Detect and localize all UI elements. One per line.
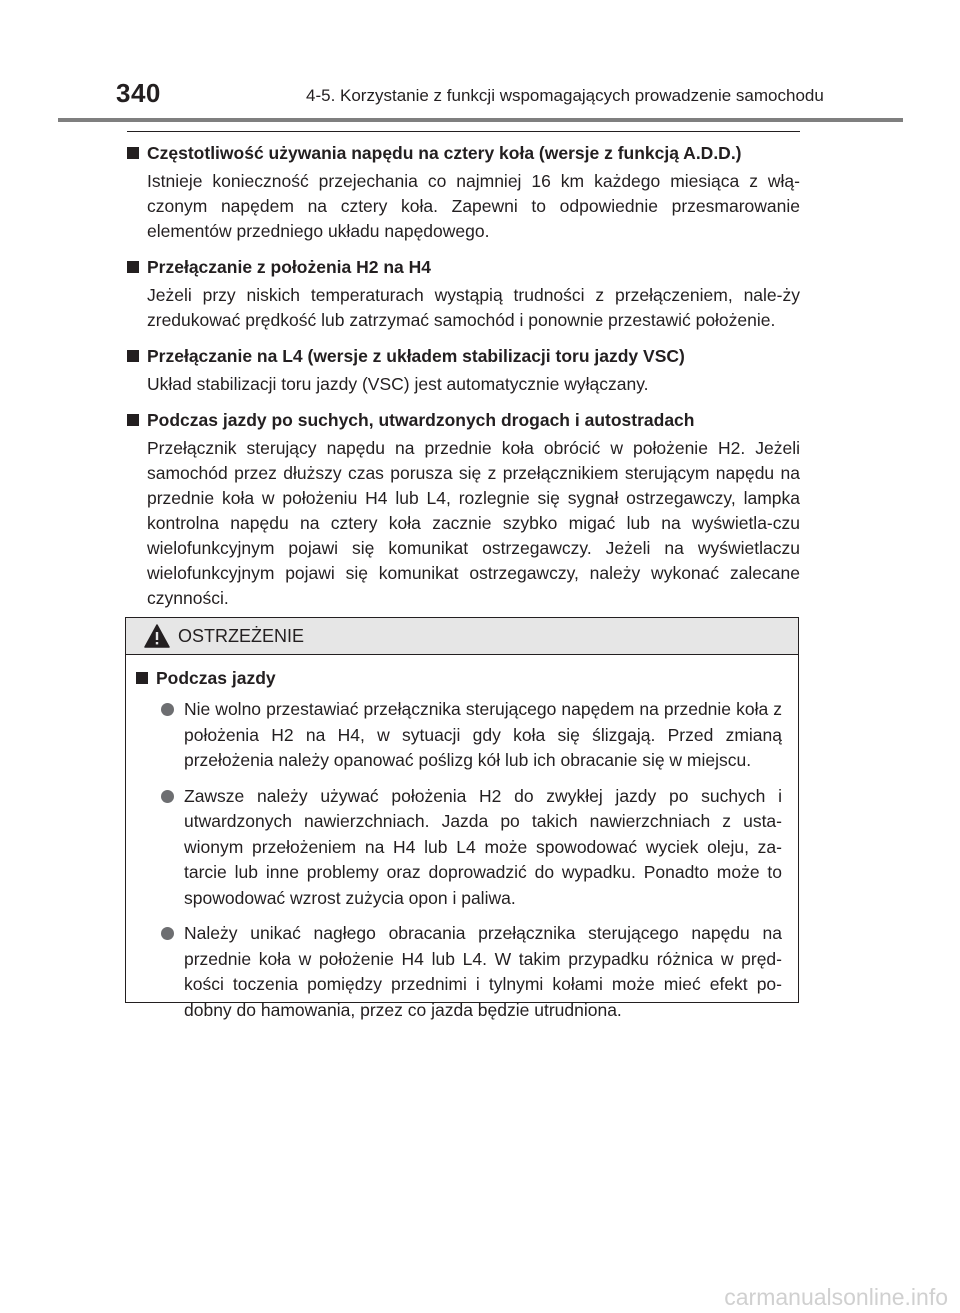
item-heading — [127, 140, 800, 166]
warning-bullet-text: Nie wolno przestawiać przełącznika sterującego napędem na przednie koła z położenia H2 na H4, w sytuacji gdy koła się ślizgają. Przed zmianą przełożenia należy opanować poślizg kół lub ich obracanie się w miejscu. — [184, 699, 782, 770]
warning-title: OSTRZEŻENIE — [178, 625, 305, 646]
item-heading — [127, 343, 800, 369]
warning-subheading — [136, 665, 782, 691]
warning-triangle-icon — [144, 624, 170, 648]
item-body: Jeżeli przy niskich temperaturach wystąpią trudności z przełączeniem, nale-ży zredukować prędkość lub zatrzymać samochód i ponownie przestawić położenie. — [147, 285, 800, 330]
item-body: Istnieje konieczność przejechania co najmniej 16 km każdego miesiąca z włą-czonym napędem na cztery koła. Zapewni to odpowiednie przesmarowanie elementów przedniego układu napędowego. — [147, 171, 800, 241]
square-bullet-icon — [136, 672, 148, 684]
section-item — [127, 140, 800, 244]
section-item — [127, 254, 800, 333]
page-header — [58, 78, 903, 122]
square-bullet-icon — [127, 147, 139, 159]
round-bullet-icon — [161, 703, 174, 716]
item-body: Układ stabilizacji toru jazdy (VSC) jest automatycznie wyłączany. — [147, 374, 649, 394]
main-content — [127, 131, 800, 621]
item-body: Przełącznik sterujący napędu na przednie koła obrócić w położenie H2. Jeżeli samochód przez dłuższy czas porusza się z przełącznikiem sterującym napędu na przednie koła w położeniu H4 lub L4, rozlegnie się sygnał ostrzegawczy, lampka kontrolna napędu na cztery koła zacznie szybko migać lub na wyświetla-czu wielofunkcyjnym pojawi się komunikat ostrzegawczy. Jeżeli na wyświetlaczu wielofunkcyjnym pojawi się komunikat ostrzegawczy, należy wykonać zalecane czynności. — [147, 438, 800, 608]
warning-bullet-text: Należy unikać nagłego obracania przełącznika sterującego napędu na przednie koła w położenie H4 lub L4. W takim przypadku różnica w pręd-kości toczenia pomiędzy przednimi i tylnymi kołami może mieć efekt po-dobny do hamowania, przez co jazda będzie utrudniona. — [184, 923, 782, 1020]
warning-bullet — [156, 921, 782, 1023]
warning-bullet — [156, 784, 782, 912]
section-item — [127, 407, 800, 611]
item-heading-text: Podczas jazdy po suchych, utwardzonych drogach i autostradach — [147, 410, 695, 430]
item-heading — [127, 407, 800, 433]
warning-subheading-text: Podczas jazdy — [156, 668, 276, 688]
item-heading-text: Przełączanie na L4 (wersje z układem stabilizacji toru jazdy VSC) — [147, 346, 685, 366]
item-heading-text: Przełączanie z położenia H2 na H4 — [147, 257, 431, 277]
item-heading — [127, 254, 800, 280]
section-item — [127, 343, 800, 397]
square-bullet-icon — [127, 414, 139, 426]
section-title: 4-5. Korzystanie z funkcji wspomagających prowadzenie samochodu — [306, 86, 824, 105]
warning-bullet-text: Zawsze należy używać położenia H2 do zwykłej jazdy po suchych i utwardzonych nawierzchniach. Jazda po takich nawierzchniach z usta-wionym przełożeniem na H4 lub L4 może spowodować wyciek oleju, za-tarcie lub inne problemy oraz doprowadzić do wypadku. Ponadto może to spowodować wzrost zużycia opon i paliwa. — [184, 785, 782, 908]
round-bullet-icon — [161, 790, 174, 803]
square-bullet-icon — [127, 350, 139, 362]
round-bullet-icon — [161, 927, 174, 940]
divider — [127, 131, 800, 132]
watermark: carmanualsonline.info — [724, 1284, 948, 1310]
warning-bullet — [156, 697, 782, 774]
square-bullet-icon — [127, 261, 139, 273]
page-number: 340 — [116, 78, 161, 108]
warning-body — [126, 655, 798, 1023]
warning-box — [125, 617, 799, 1020]
warning-header — [126, 618, 798, 655]
item-heading-text: Częstotliwość używania napędu na cztery koła (wersje z funkcją A.D.D.) — [147, 143, 742, 163]
